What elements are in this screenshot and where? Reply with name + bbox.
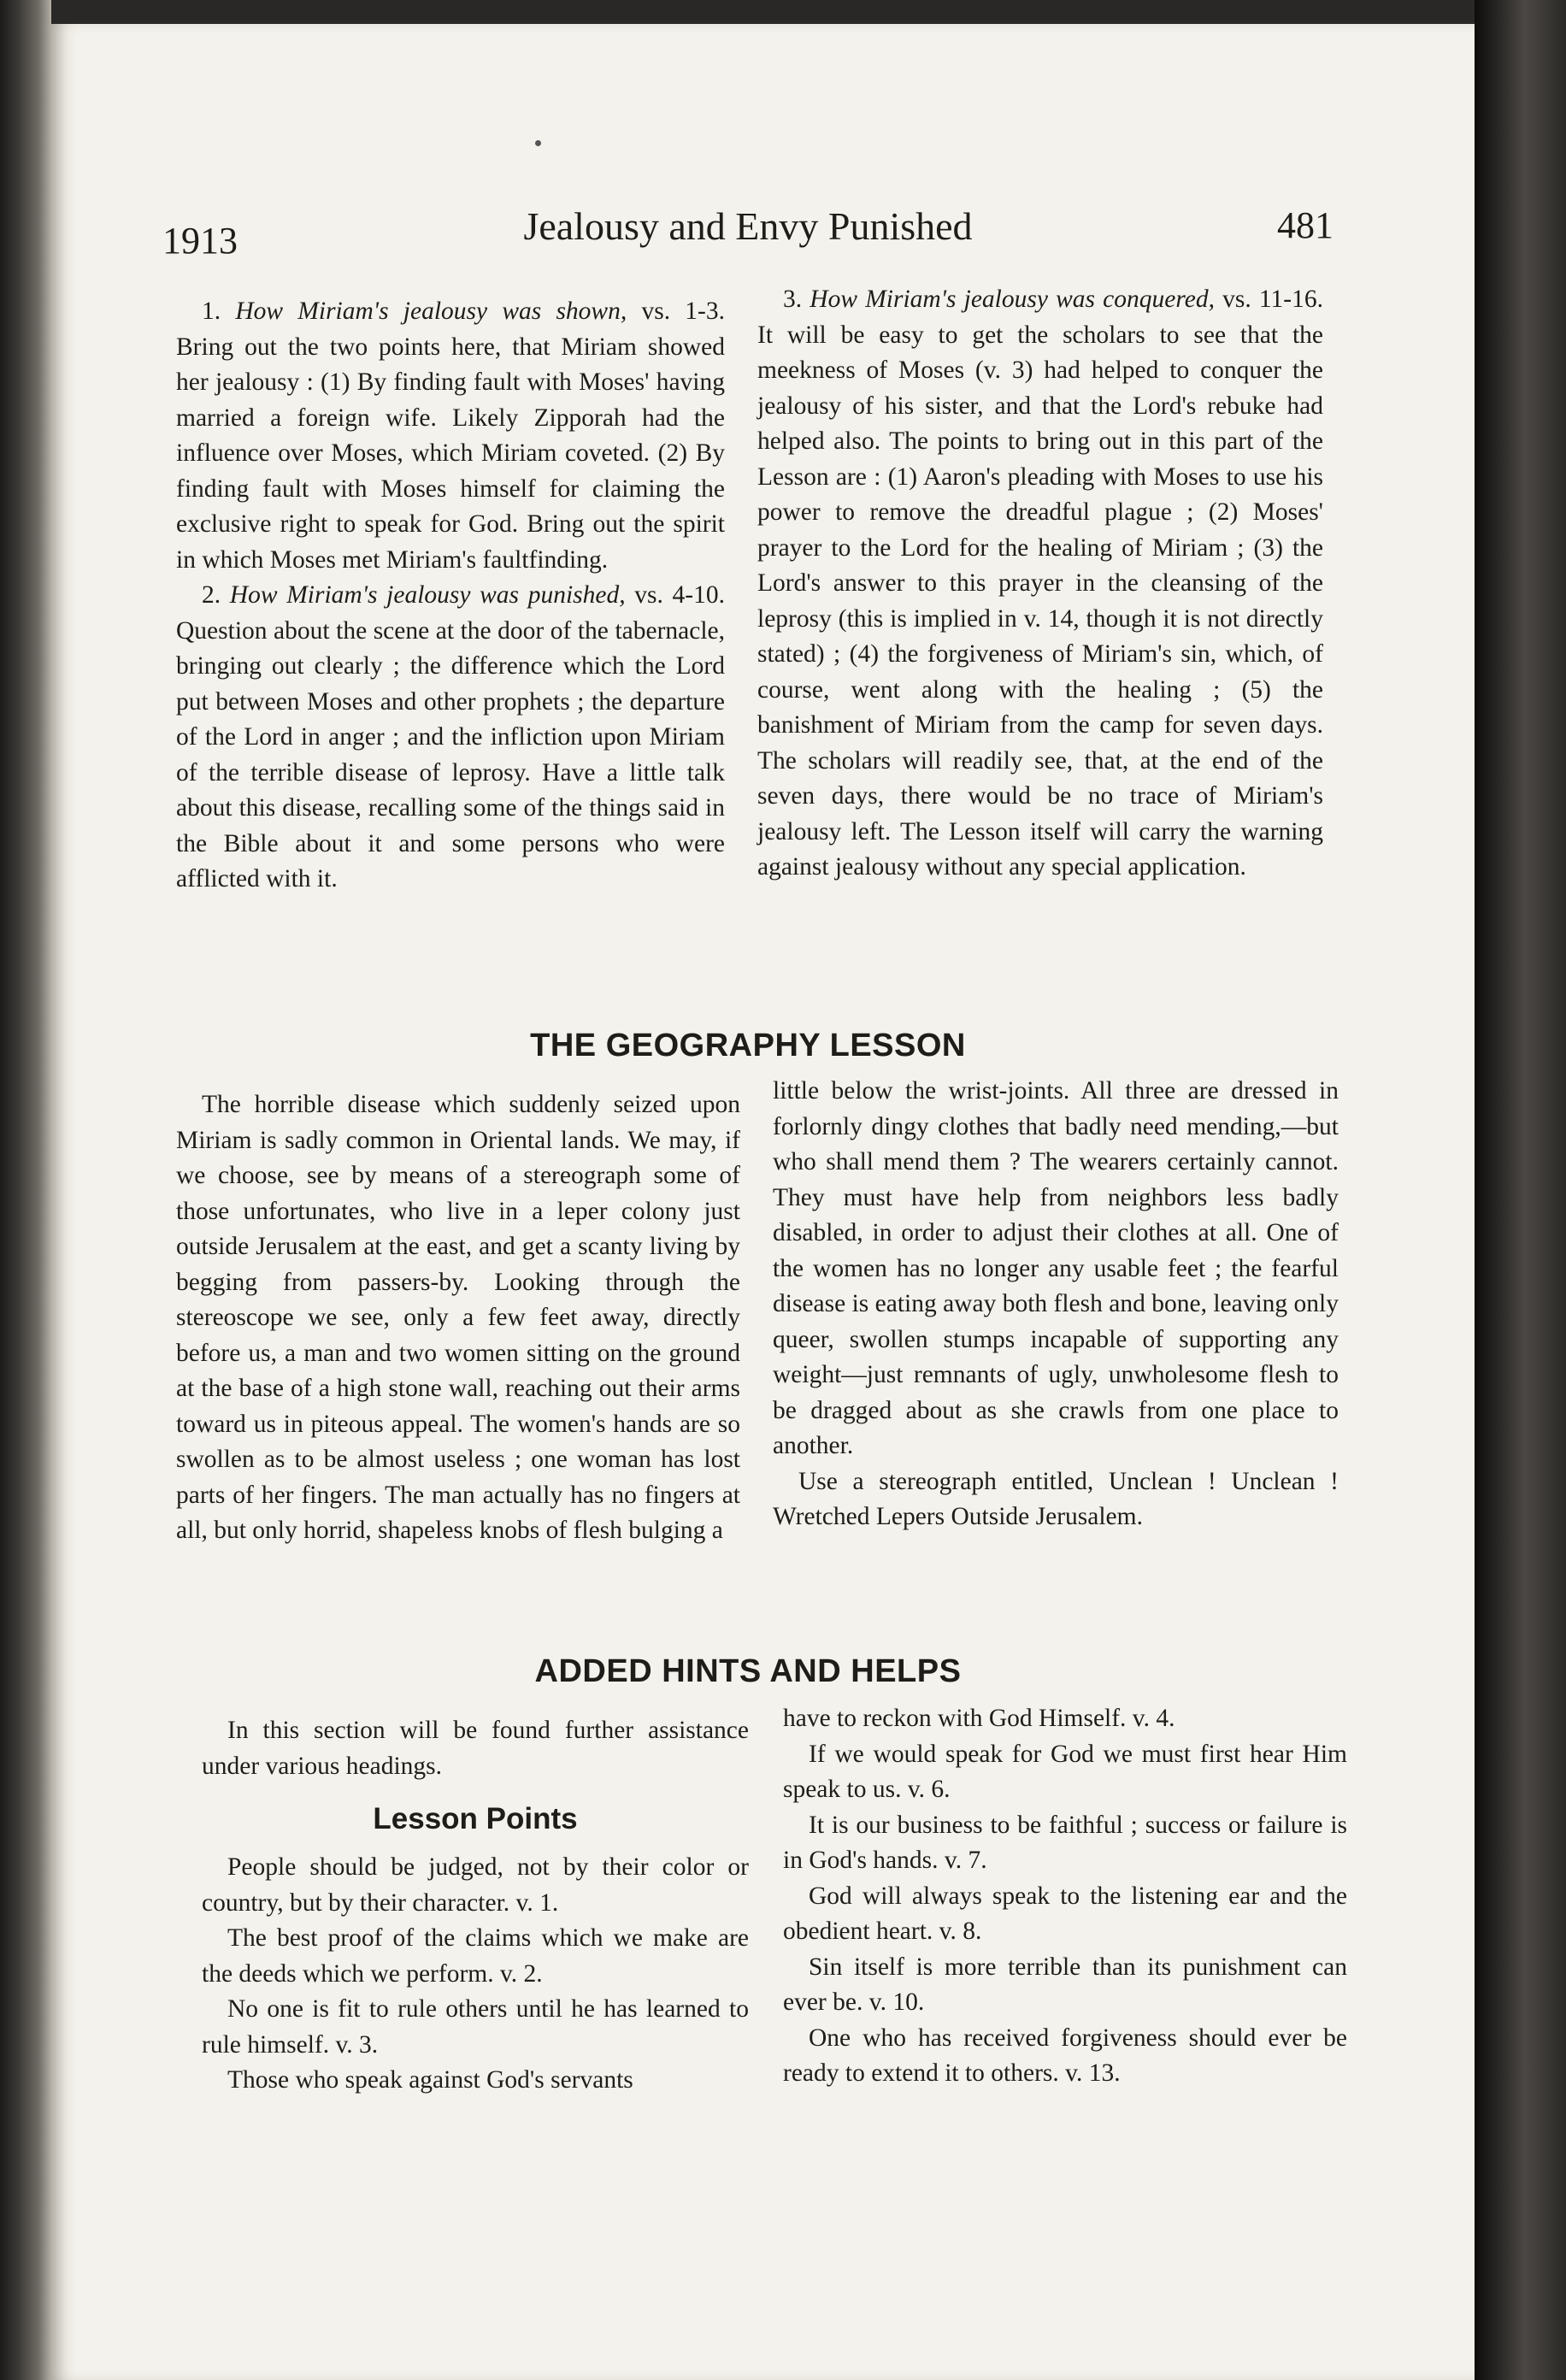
header-title: Jealousy and Envy Punished: [523, 204, 973, 248]
speck: [535, 140, 541, 146]
book-spine-shadow: [0, 0, 51, 2380]
paragraph: 2. How Miriam's jealousy was punished, vs. 4-10. Question about the scene at the door of the tabernacle, bringing out clearly ; the difference which the Lord put between Moses and other prophets ; the departure of the Lord in anger ; and the infliction upon Miriam of the terrible disease of leprosy. Have a little talk about this disease, recalling some of the things said in the Bible about it and some persons who were afflicted with it.: [176, 581, 725, 892]
lesson-point: God will always speak to the listening ear and the obedient heart. v. 8.: [783, 1882, 1347, 1945]
hints-title: ADDED HINTS AND HELPS: [534, 1653, 962, 1689]
paragraph: 3. How Miriam's jealousy was conquered, vs. 11-16. It will be easy to get the scholars to see that the meekness of Moses (v. 3) had helped to conquer the jealousy of his sister, and that the Lord's rebuke had helped also. The points to bring out in this part of the Lesson are : (1) Aaron's pleading with Moses to use his power to remove the dreadful plague ; (2) Moses' prayer to the Lord for the healing of Miriam ; (3) the Lord's answer to this prayer in the cleansing of the leprosy (this is implied in v. 14, though it is not directly stated) ; (4) the forgiveness of Miriam's sin, which, of course, went along with the healing ; (5) the banishment of Miriam from the camp for seven days. The scholars will readily see, that, at the end of the seven days, there would be no trace of Miriam's jealousy left. The Lesson itself will carry the warning against jealousy without any special application.: [757, 286, 1323, 881]
paragraph: The horrible disease which suddenly seized upon Miriam is sadly common in Oriental lands. We may, if we choose, see by means of a stereograph some of those unfortunates, who live in a leper colony just outside Jerusalem at the east, and get a scanty living by begging from passers-by. Looking through the stereoscope we see, only a few feet away, directly before us, a man and two women sitting on the ground at the base of a high stone wall, reaching out their arms toward us in piteous appeal. The women's hands are so swollen as to be almost useless ; one woman has lost parts of her fingers. The man actually has no fingers at all, but only horrid, shapeless knobs of flesh bulging a: [176, 1091, 740, 1544]
paragraph: little below the wrist-joints. All three are dressed in forlornly dingy clothes that badly need mending,—but who shall mend them ? The wearers certainly cannot. They must have help from neighbors less badly disabled, in order to adjust their clothes at all. One of the women has no longer any usable feet ; the fearful disease is eating away both flesh and bone, leaving only queer, swollen stumps incapable of supporting any weight—just remnants of ugly, unwholesome flesh to be dragged about as she crawls from one place to another.: [773, 1077, 1339, 1459]
paragraph: In this section will be found further assistance under various headings.: [202, 1717, 749, 1780]
lesson-point: It is our business to be faithful ; success or failure is in God's hands. v. 7.: [783, 1811, 1347, 1874]
lesson-point: If we would speak for God we must first hear Him speak to us. v. 6.: [783, 1740, 1347, 1803]
paragraph-heading: How Miriam's jealousy was punished,: [229, 581, 626, 609]
page-edge-shadow: [1475, 0, 1566, 2380]
lesson-point: No one is fit to rule others until he has learned to rule himself. v. 3.: [202, 1995, 749, 2059]
hints-intro: [202, 1713, 749, 1784]
lesson-point: One who has received forgiveness should ever be ready to extend it to others. v. 13.: [783, 2024, 1347, 2087]
paragraph: Use a stereograph entitled, Unclean ! Unclean ! Wretched Lepers Outside Jerusalem.: [773, 1467, 1339, 1530]
lesson-point: have to reckon with God Himself. v. 4.: [783, 1705, 1175, 1732]
header-year: 1913: [162, 220, 238, 262]
paragraph: 1. How Miriam's jealousy was shown, vs. 1-3. Bring out the two points here, that Miriam showed her jealousy : (1) By finding fault with Moses' having married a foreign wife. Likely Zipporah had the influence over Moses, which Miriam coveted. (2) By finding fault with Moses himself for claiming the exclusive right to speak for God. Bring out the spirit in which Moses met Miriam's faultfinding.: [176, 298, 725, 574]
paragraph-heading: How Miriam's jealousy was conquered,: [809, 286, 1215, 313]
lesson-points-left-column: [202, 1850, 749, 2099]
lesson-points-title: Lesson Points: [373, 1802, 578, 1835]
page-number: 481: [1277, 204, 1333, 246]
section1-left-column: [176, 294, 725, 898]
lesson-point: People should be judged, not by their color or country, but by their character. v. 1.: [202, 1853, 749, 1917]
lesson-point: Those who speak against God's servants: [227, 2066, 633, 2094]
lesson-point: The best proof of the claims which we make are the deeds which we perform. v. 2.: [202, 1924, 749, 1988]
geography-title: THE GEOGRAPHY LESSON: [530, 1028, 966, 1063]
lesson-point: Sin itself is more terrible than its punishment can ever be. v. 10.: [783, 1953, 1347, 2016]
geography-left-column: [176, 1087, 740, 1549]
geography-right-column: [773, 1074, 1339, 1535]
running-header: [162, 203, 1333, 263]
section1-right-column: [757, 282, 1323, 886]
paragraph-heading: How Miriam's jealousy was shown,: [235, 298, 627, 325]
lesson-points-right-column: [783, 1701, 1347, 2092]
